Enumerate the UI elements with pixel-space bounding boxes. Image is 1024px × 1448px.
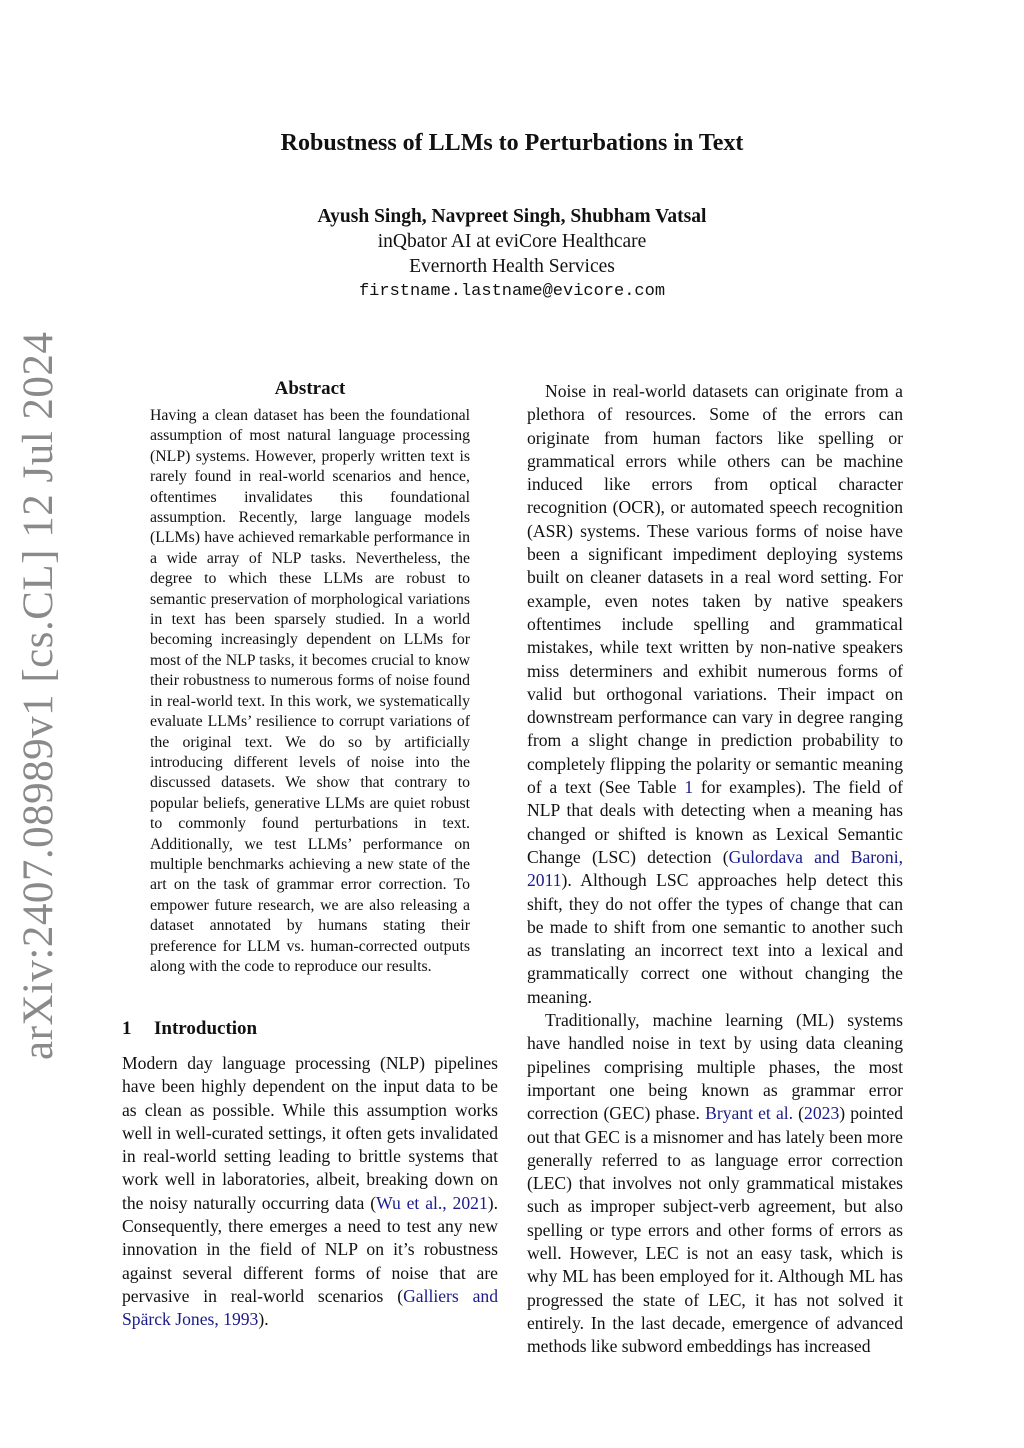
right-column xyxy=(527,380,903,1358)
section-title: Introduction xyxy=(154,1018,258,1039)
citation-galliers-1993[interactable]: Galliers and Spärck Jones, 1993 xyxy=(122,1285,499,1330)
intro-paragraph-2 xyxy=(527,380,903,1009)
author-email: firstname.lastname@evicore.com xyxy=(358,282,666,301)
abstract-text: Having a clean dataset has been the foundational assumption of most natural language processing (NLP) systems. However, properly written text is rarely found in real-world scenarios and hence, oftentimes invalidates this foundational assumption. Recently, large language models (LLMs) have achieved remarkable performance in a wide array of NLP tasks. Nevertheless, the degree to which these LLMs are robust to semantic preservation of morphological variations in text has been sparsely studied. In a world becoming increasingly dependent on LLMs for most of the NLP tasks, it becomes crucial to know their robustness to numerous forms of noise found in real-world text. In this work, we systematically evaluate LLMs’ resilience to corrupt variations of the original text. We do so by artificially introducing different levels of noise into the discussed datasets. We show that contrary to popular beliefs, generative LLMs are quiet robust to commonly found perturbations in text. Additionally, we test LLMs’ performance on multiple benchmarks achieving a new state of the art on the task of grammar error correction. To empower future research, we are also releasing a dataset annotated by humans stating their preference for LLM vs. human-corrected outputs along with the code to reproduce our results. xyxy=(150,407,470,975)
text-span: Modern day language processing (NLP) pipelines have been highly dependent on the input data to be as clean as possible. While this assumption works well in well-curated settings, it often gets invalidated in real-world setting leading to brittle systems that work well in laboratories, albeit, breaking down on the noisy naturally occurring data ( xyxy=(122,1053,498,1213)
citation-wu-2021[interactable]: Wu et al., 2021 xyxy=(376,1192,488,1213)
introduction-section xyxy=(122,1018,498,1332)
arxiv-identifier: arXiv:2407.08989v1 [cs.CL] 12 Jul 2024 xyxy=(15,331,62,1060)
text-span: for examples). The field of NLP that deals with detecting when a meaning has changed or shifted is known as Lexical Semantic Change (LSC) detection ( xyxy=(527,777,904,867)
citation-bryant-year[interactable]: 2023 xyxy=(804,1103,840,1124)
text-span: ) pointed out that GEC is a misnomer and has lately been more generally referred to as language error correction (LEC) that involves not only grammatical mistakes such as improper subject-verb agreement, but also spelling or type errors and other forms of errors as well. However, LEC is not an easy task, which is why ML has been employed for it. Although ML has progressed the state of LEC, it has not solved it entirely. In the last decade, emergence of advanced methods like subword embeddings has increased xyxy=(527,1103,904,1357)
abstract-heading: Abstract xyxy=(274,378,346,399)
section-heading xyxy=(122,1018,498,1040)
citation-gulordava-2011[interactable]: Gulordava and Baroni, 2011 xyxy=(527,846,903,891)
abstract xyxy=(150,378,470,977)
paper-title: Robustness of LLMs to Perturbations in Text xyxy=(280,130,744,156)
author-block xyxy=(0,204,1024,304)
affiliation-2: Evernorth Health Services xyxy=(409,256,615,277)
text-span: ( xyxy=(793,1103,805,1124)
author-names: Ayush Singh, Navpreet Singh, Shubham Vatsal xyxy=(317,206,707,227)
section-number: 1 xyxy=(122,1018,132,1039)
text-span: ). Consequently, there emerges a need to test any new innovation in the field of NLP on it’s robustness against several different forms of noise that are pervasive in real-world scenarios ( xyxy=(122,1192,499,1306)
intro-paragraph-3 xyxy=(527,1009,903,1358)
affiliation-1: inQbator AI at eviCore Healthcare xyxy=(377,231,647,252)
intro-paragraph-1 xyxy=(122,1052,498,1332)
text-span: ). xyxy=(258,1309,269,1330)
text-span: Noise in real-world datasets can originate from a plethora of resources. Some of the errors can originate from human factors like spelling or grammatical errors while others can be machine induced like errors from optical character recognition (OCR), or automated speech recognition (ASR) systems. These various forms of noise have been a significant impediment deploying systems built on cleaner datasets in a real word setting. For example, even notes taken by native speakers oftentimes include spelling and grammatical mistakes, while text written by non-native speakers miss determiners and exhibit numerous forms of valid but orthogonal variations. Their impact on downstream performance can vary in degree ranging from a slight change in prediction probability to completely flipping the polarity or semantic meaning of a text (See Table xyxy=(527,381,903,798)
text-span: Traditionally, machine learning (ML) systems have handled noise in text by using data cleaning pipelines comprising multiple phases, the most important one being known as grammar error correction (GEC) phase. xyxy=(527,1010,903,1124)
text-span: ). Although LSC approaches help detect this shift, they do not offer the types of change that can be made to shift from one semantic to another such as translating an incorrect text into a lexical and grammatically correct one without changing the meaning. xyxy=(527,870,903,1007)
citation-bryant-name[interactable]: Bryant et al. xyxy=(705,1103,794,1124)
table-reference[interactable]: 1 xyxy=(684,777,694,798)
